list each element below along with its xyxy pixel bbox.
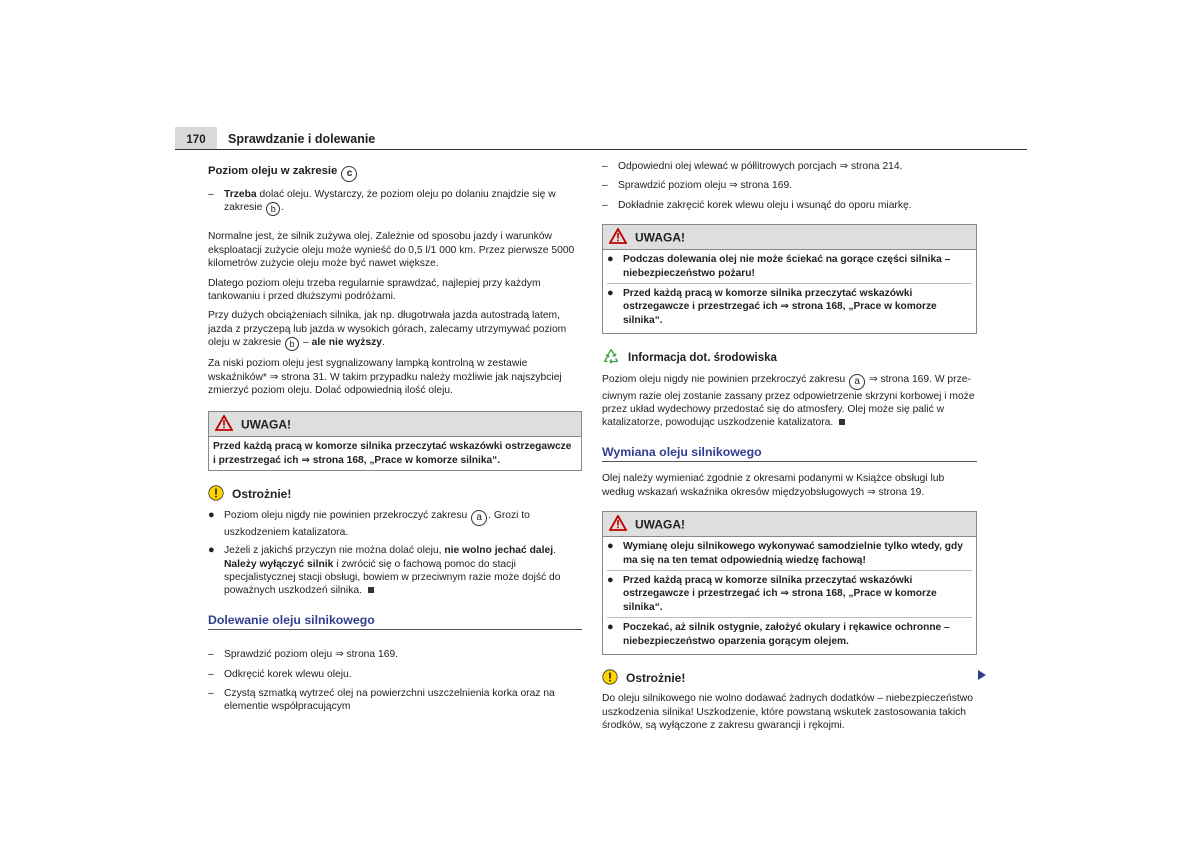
warning-box <box>602 224 977 334</box>
warning-item: ● Wymianę oleju silnikowego wykonywać samodzielnie tylko wtedy, gdy ma się na ten temat odpowiednią wiedzę fachową! <box>607 540 972 571</box>
warning-item: ● Poczekać, aż silnik ostygnie, założyć okulary i rękawice ochronne – niebezpieczeństwo oparzenia gorącym olejem. <box>607 621 950 647</box>
paragraph-oil-consumption: Normalne jest, że silnik zużywa olej. Zależnie od sposobu jazdy i warunków eksploatacji zużycie oleju może wynieść do 0,5 l/1 000 km. Przez pierwsze 5000 kilometrów zużycie oleju może być nawet większe. <box>208 231 575 270</box>
caution-item: ● Poziom oleju nigdy nie powinien przekroczyć zakresu a . Grozi to uszkodzeniem katalizatora. <box>208 508 530 538</box>
caution-item: ● Jeżeli z jakichś przyczyn nie można dolać oleju, nie wolno jechać dalej. Należy wyłączyć silnik i zwrócić się o fachową pomoc do stacji specjalistycznej stacji obsługi, bowiem w przeciwnym razie może dojść do poważnych uszkodzeń silnika. <box>208 544 561 597</box>
warning-box <box>208 411 582 471</box>
warning-text: Przed każdą pracą w komorze silnika przeczytać wskazówki ostrzegawcze i przestrzegać ich ⇒ strona 168, „Prace w komorze silnika“. <box>213 441 572 466</box>
level-c-heading: Poziom oleju w zakresie c <box>208 165 582 182</box>
environment-recycle-icon <box>602 348 620 368</box>
list-item: – Czystą szmatką wytrzeć olej na powierzchni uszczelnienia korka oraz na elementie współpracującym <box>208 687 555 713</box>
list-item: – Odpowiedni olej wlewać w półlitrowych porcjach ⇒ strona 214. <box>602 161 903 172</box>
caution-exclamation-icon <box>208 485 224 504</box>
environment-heading: Informacja dot. środowiska <box>602 348 977 368</box>
list-item: – Odkręcić korek wlewu oleju. <box>208 668 352 680</box>
warning-triangle-icon <box>215 415 233 436</box>
caution-heading: Ostrożnie! <box>602 669 977 688</box>
caution-exclamation-icon <box>602 669 618 688</box>
warning-item: ● Przed każdą pracą w komorze silnika przeczytać wskazówki ostrzegawcze i przestrzegać ich ⇒ strona 168, „Prace w komorze silnika“. <box>607 574 972 618</box>
range-marker-b: b <box>285 337 299 351</box>
right-column <box>602 160 977 739</box>
warning-header: UWAGA! <box>209 412 581 437</box>
caution-heading: Ostrożnie! <box>208 485 582 504</box>
paragraph-low-level: Za niski poziom oleju jest sygnalizowany lampką kontrolną w zestawie wskaźników* ⇒ strona 31. W takim przypadku należy możliwie jak najszybciej zmierzyć poziom oleju. Dolać odpowiednią ilość oleju. <box>208 358 562 397</box>
warning-header: UWAGA! <box>603 225 976 250</box>
range-marker-a: a <box>471 510 487 526</box>
end-of-section-square-icon <box>839 419 845 425</box>
list-item: – Dokładnie zakręcić korek wlewu oleju i wsunąć do oporu miarkę. <box>602 199 912 211</box>
level-c-instruction: – Trzeba dolać oleju. Wystarczy, że poziom oleju po dolaniu znajdzie się w zakresie b . <box>208 189 556 215</box>
paragraph-check-regularly: Dlatego poziom oleju trzeba regularnie sprawdzać, najlepiej przy każdym tankowaniu i przed dłuższymi podróżami. <box>208 277 541 303</box>
caution-text: Do oleju silnikowego nie wolno dodawać żadnych dodatków – niebezpieczeństwo uszkodzenia silnika! Uszkodzenie, które powstaną wskutek zastosowania takich środków, są wyłączone z zakresu gwarancji i rękojmi. <box>602 693 973 732</box>
warning-box <box>602 511 977 655</box>
chapter-title: Sprawdzanie i dolewanie <box>228 132 376 146</box>
list-item: – Sprawdzić poziom oleju ⇒ strona 169. <box>602 180 793 192</box>
left-column <box>208 160 582 720</box>
range-marker-b: b <box>266 202 280 216</box>
environment-text: Poziom oleju nigdy nie powinien przekroczyć zakresu a ⇒ strona 169. W przeciwnym razie olej zostanie zassany przez odpowietrzenie skrzyni korbowej i może przez układ wydechowy przedostać się do atmosfery. Olej może się palić w katalizatorze, powodując uszkodzenie katalizatora. <box>602 373 975 429</box>
page-header <box>175 127 1027 150</box>
range-marker-a: a <box>849 374 865 390</box>
warning-triangle-icon <box>609 228 627 249</box>
end-of-section-square-icon <box>368 587 374 593</box>
next-page-arrow-icon[interactable] <box>977 668 987 686</box>
warning-header: UWAGA! <box>603 512 976 537</box>
warning-item: ● Podczas dolewania olej nie może ściekać na gorące części silnika – niebezpieczeństwo pożaru! <box>607 253 972 284</box>
section-title-change: Wymiana oleju silnikowego <box>602 446 977 462</box>
page-number: 170 <box>175 127 217 149</box>
list-item: – Sprawdzić poziom oleju ⇒ strona 169. <box>208 649 399 661</box>
paragraph-oil-change: Olej należy wymieniać zgodnie z okresami podanymi w Książce obsługi lub według wskazań wskaźnika okresów międzyobsługowych ⇒ strona 19. <box>602 473 945 498</box>
range-marker-c: c <box>341 166 357 182</box>
warning-triangle-icon <box>609 515 627 536</box>
paragraph-high-load: Przy dużych obciążeniach silnika, jak np. długotrwała jazda autostradą latem, jazda z przyczepą lub jazda w wysokich górach, zalecamy utrzymywać poziom oleju w zakresie b – ale nie wyższy. <box>208 310 567 350</box>
warning-item: ● Przed każdą pracą w komorze silnika przeczytać wskazówki ostrzegawcze i przestrzegać ich ⇒ strona 168, „Prace w komorze silnika“. <box>607 287 937 326</box>
section-title-topup: Dolewanie oleju silnikowego <box>208 614 582 630</box>
